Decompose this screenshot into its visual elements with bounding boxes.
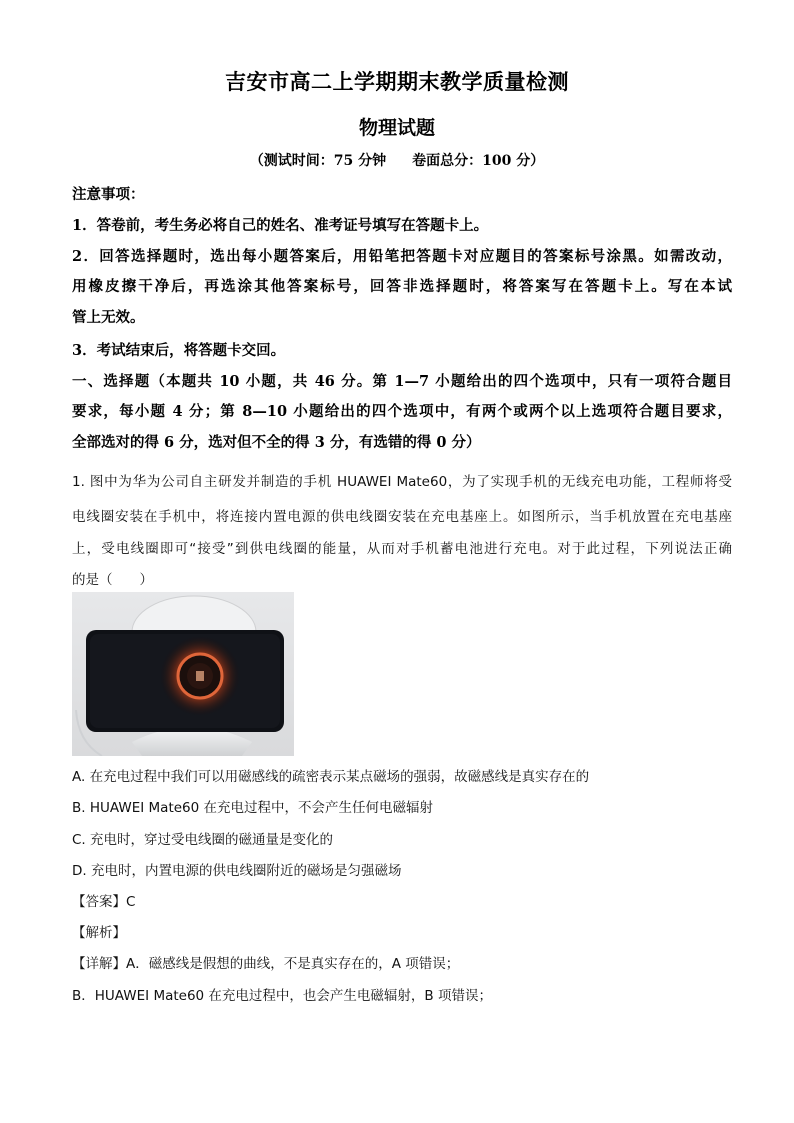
- notes-heading: 注意事项：: [72, 186, 145, 203]
- analysis-detail: B．HUAWEI Mate60 在充电过程中，也会产生电磁辐射，B 项错误；: [72, 988, 492, 1004]
- note-item: 管上无效。: [72, 309, 145, 326]
- section-instructions: 全部选对的得 6 分，选对但不全的得 3 分，有选错的得 0 分）: [72, 434, 481, 451]
- note-item: 3．考试结束后，将答题卡交回。: [72, 342, 286, 359]
- question-stem: 的是（ ）: [72, 572, 153, 588]
- exam-info: [0, 150, 794, 170]
- exam-total-score: 卷面总分：100 分）: [412, 153, 545, 169]
- option-c: C. 充电时，穿过受电线圈的磁通量是变化的: [72, 832, 334, 848]
- exam-subject: 物理试题: [358, 117, 435, 139]
- section-instructions: 一、选择题（本题共 10 小题，共 46 分。第 1—7 小题给出的四个选项中，只有一项符合题目: [72, 373, 732, 390]
- phone-charging-photo: [72, 592, 294, 756]
- answer: 【答案】C: [72, 894, 136, 910]
- note-item: 用橡皮擦干净后，再选涂其他答案标号，回答非选择题时，将答案写在答题卡上。写在本试: [72, 278, 732, 295]
- analysis-detail: 【详解】A．磁感线是假想的曲线，不是真实存在的，A 项错误；: [72, 956, 460, 972]
- note-item: 2．回答选择题时，选出每小题答案后，用铅笔把答题卡对应题目的答案标号涂黑。如需改动，: [72, 248, 732, 265]
- option-b: B. HUAWEI Mate60 在充电过程中，不会产生任何电磁辐射: [72, 800, 434, 816]
- section-instructions: 要求，每小题 4 分；第 8—10 小题给出的四个选项中，有两个或两个以上选项符合题目要求，: [72, 403, 732, 420]
- analysis-heading: 【解析】: [72, 925, 126, 941]
- exam-title: 吉安市高二上学期期末教学质量检测: [225, 69, 569, 94]
- option-a: A. 在充电过程中我们可以用磁感线的疏密表示某点磁场的强弱，故磁感线是真实存在的: [72, 769, 590, 785]
- exam-time: （测试时间：75 分钟: [249, 153, 387, 169]
- note-item: 1．答卷前，考生务必将自己的姓名、准考证号填写在答题卡上。: [72, 217, 489, 234]
- option-d: D. 充电时，内置电源的供电线圈附近的磁场是匀强磁场: [72, 863, 402, 879]
- question-stem: 上，受电线圈即可“接受”到供电线圈的能量，从而对手机蓄电池进行充电。对于此过程，下列说法正确: [72, 541, 732, 557]
- question-stem: 电线圈安装在手机中，将连接内置电源的供电线圈安装在充电基座上。如图所示，当手机放置在充电基座: [72, 509, 732, 525]
- question-stem: 1. 图中为华为公司自主研发并制造的手机 HUAWEI Mate60，为了实现手机的无线充电功能，工程师将受: [72, 474, 732, 490]
